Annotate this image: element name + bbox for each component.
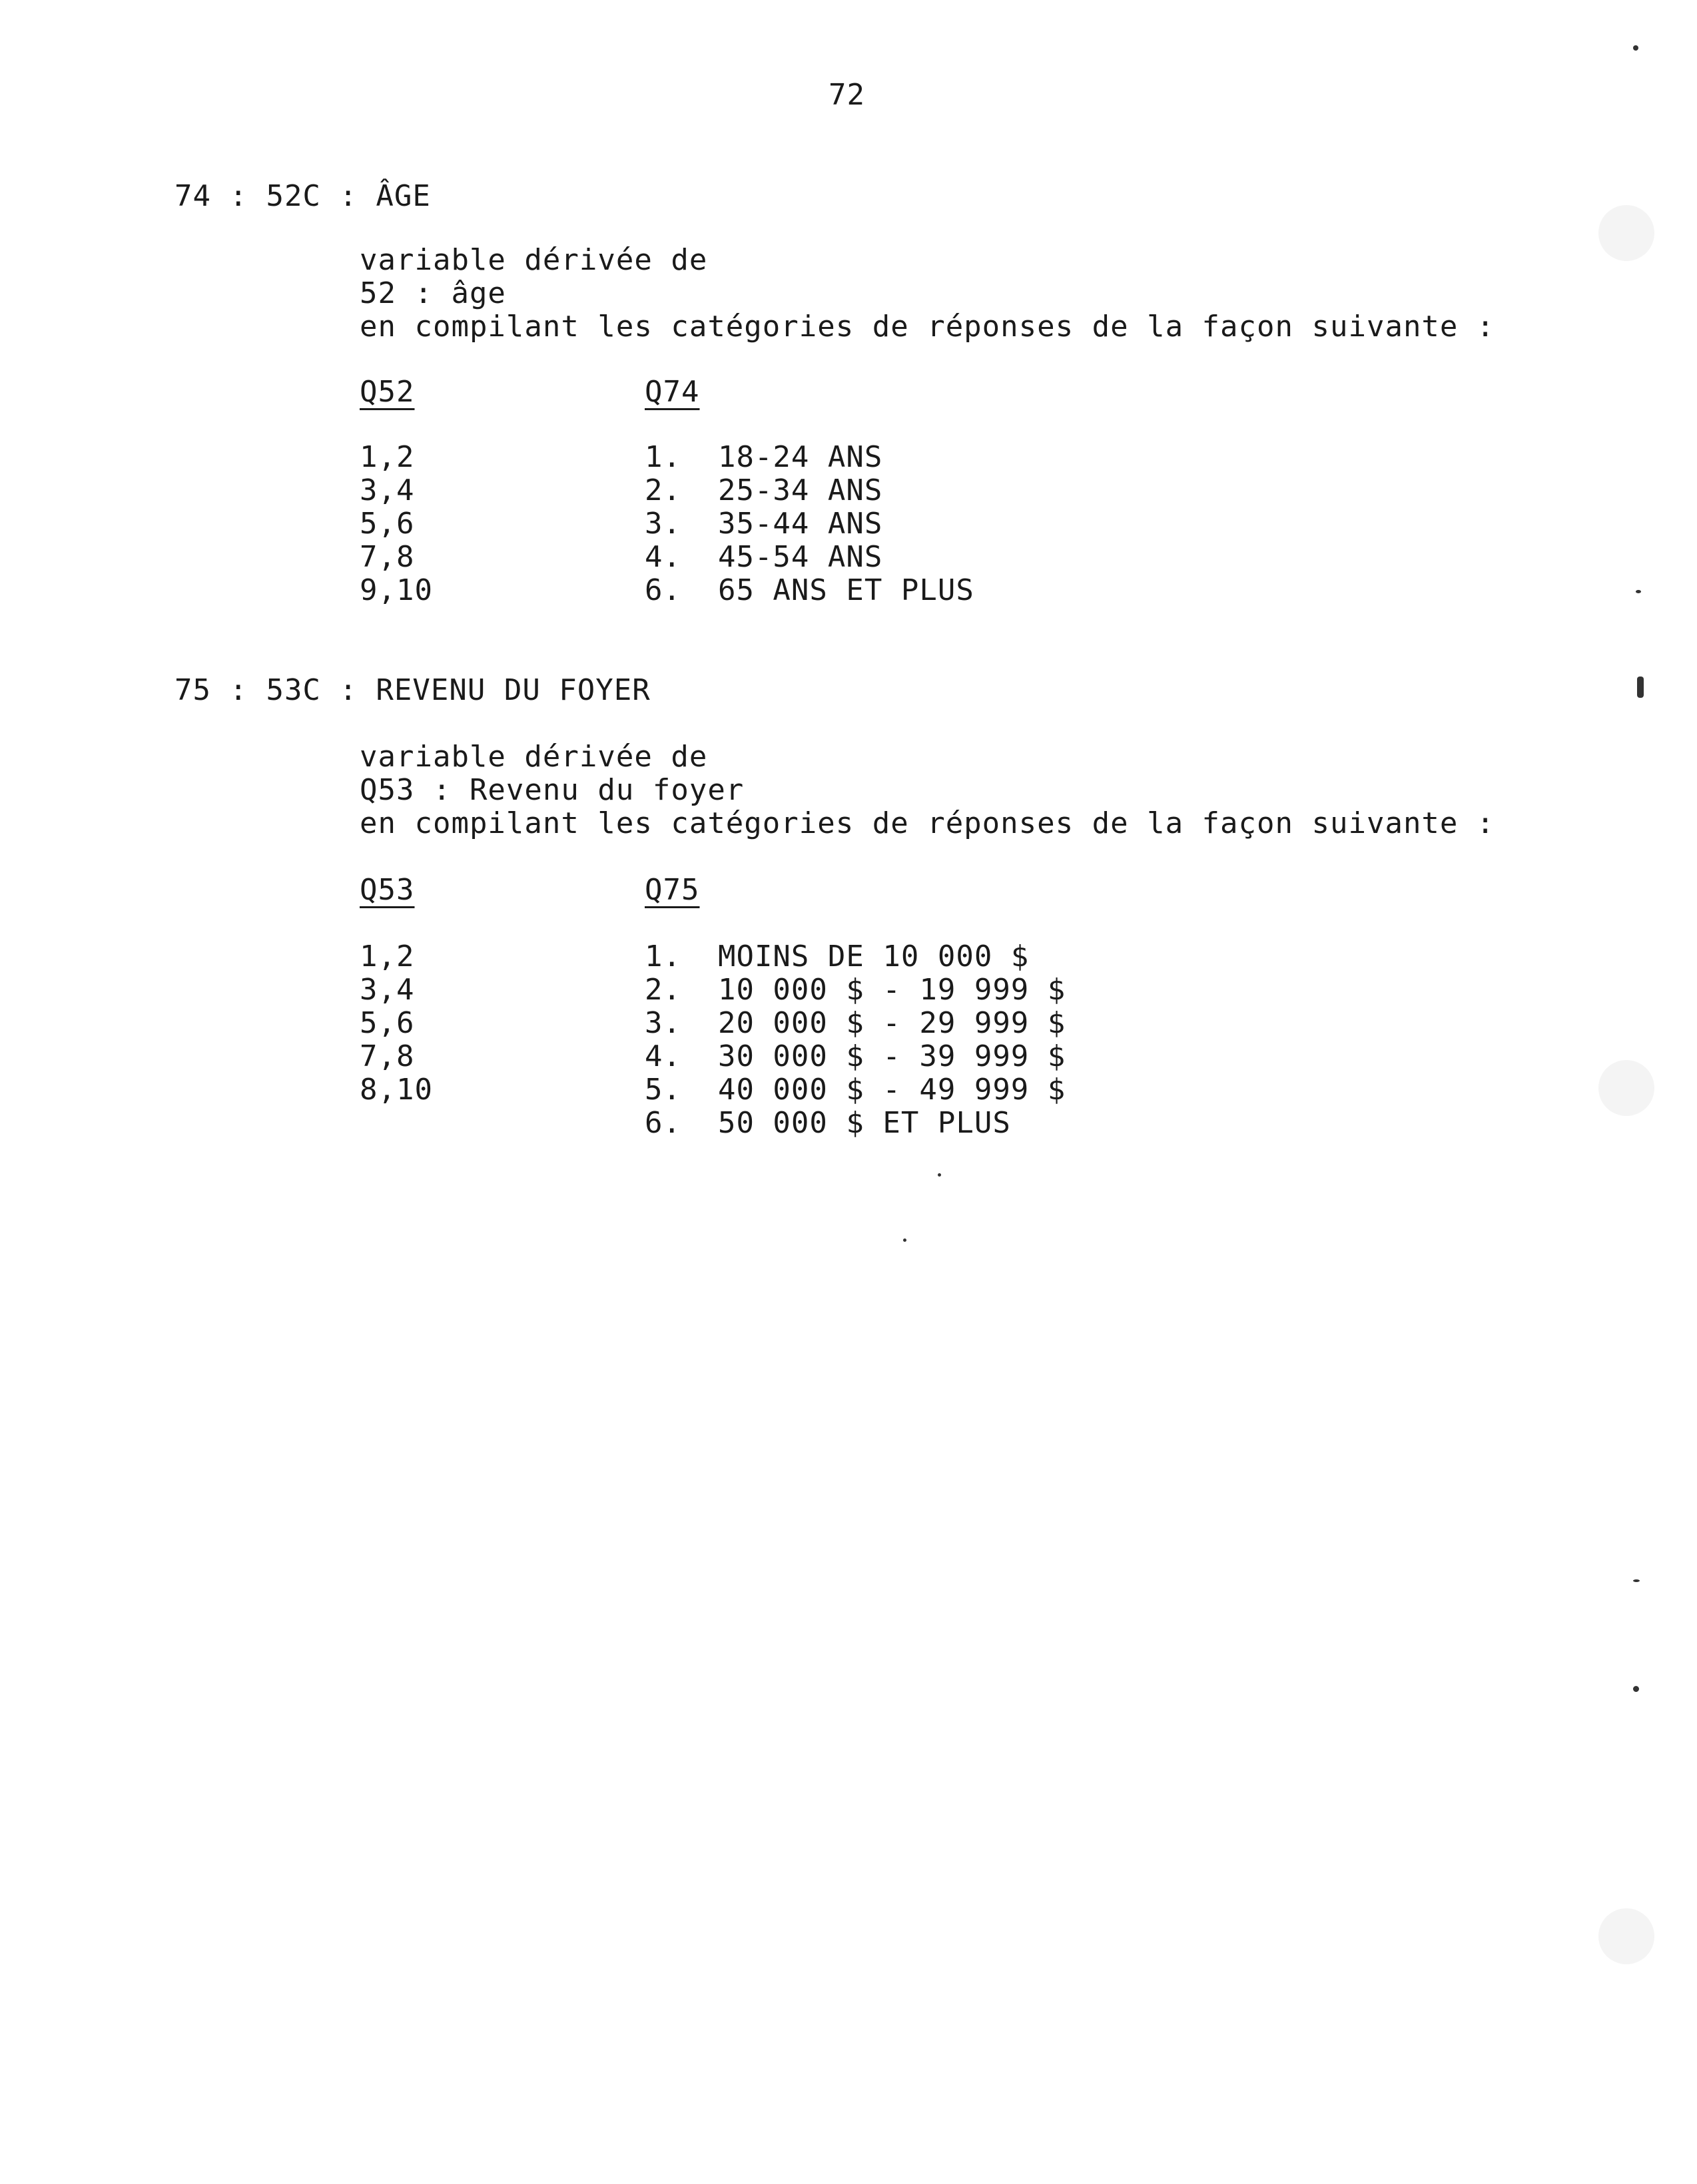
- intro-line: en compilant les catégories de réponses de la façon suivante :: [360, 310, 1495, 344]
- left-value: 5,6: [360, 1006, 415, 1040]
- binder-hole: [1598, 1060, 1654, 1116]
- left-value: 1,2: [360, 940, 415, 973]
- scan-speck: [1633, 1686, 1639, 1692]
- column-header-right: Q74: [645, 375, 700, 409]
- binder-hole: [1598, 1908, 1654, 1964]
- left-value: 9,10: [360, 573, 433, 607]
- scan-speck: [938, 1173, 941, 1177]
- left-value: 5,6: [360, 507, 415, 541]
- left-value: 7,8: [360, 1039, 415, 1073]
- right-value: 6. 65 ANS ET PLUS: [645, 573, 974, 607]
- scan-speck: [1633, 45, 1638, 51]
- left-value: 8,10: [360, 1073, 433, 1107]
- binder-hole: [1598, 205, 1654, 261]
- right-value: 4. 30 000 $ - 39 999 $: [645, 1039, 1066, 1073]
- right-value: 1. 18-24 ANS: [645, 440, 883, 474]
- column-header-left: Q53: [360, 873, 415, 907]
- section-heading: 74 : 52C : ÂGE: [174, 179, 431, 213]
- scan-speck: [1633, 1579, 1640, 1582]
- scan-speck: [1637, 677, 1644, 698]
- right-value: 3. 20 000 $ - 29 999 $: [645, 1006, 1066, 1040]
- intro-line: variable dérivée de: [360, 243, 708, 277]
- scan-speck: [1636, 590, 1641, 593]
- left-value: 3,4: [360, 973, 415, 1007]
- column-header-left: Q52: [360, 375, 415, 409]
- intro-line: variable dérivée de: [360, 740, 708, 774]
- section-heading: 75 : 53C : REVENU DU FOYER: [174, 673, 651, 707]
- right-value: 2. 25-34 ANS: [645, 473, 883, 507]
- left-value: 3,4: [360, 473, 415, 507]
- intro-line: en compilant les catégories de réponses de la façon suivante :: [360, 806, 1495, 840]
- right-value: 6. 50 000 $ ET PLUS: [645, 1106, 1011, 1140]
- column-header-right: Q75: [645, 873, 700, 907]
- right-value: 2. 10 000 $ - 19 999 $: [645, 973, 1066, 1007]
- left-value: 7,8: [360, 540, 415, 574]
- right-value: 4. 45-54 ANS: [645, 540, 883, 574]
- right-value: 1. MOINS DE 10 000 $: [645, 940, 1030, 973]
- page-number: 72: [829, 78, 865, 112]
- intro-line: Q53 : Revenu du foyer: [360, 773, 745, 807]
- right-value: 3. 35-44 ANS: [645, 507, 883, 541]
- right-value: 5. 40 000 $ - 49 999 $: [645, 1073, 1066, 1107]
- intro-line: 52 : âge: [360, 276, 506, 310]
- left-value: 1,2: [360, 440, 415, 474]
- scan-speck: [903, 1238, 906, 1242]
